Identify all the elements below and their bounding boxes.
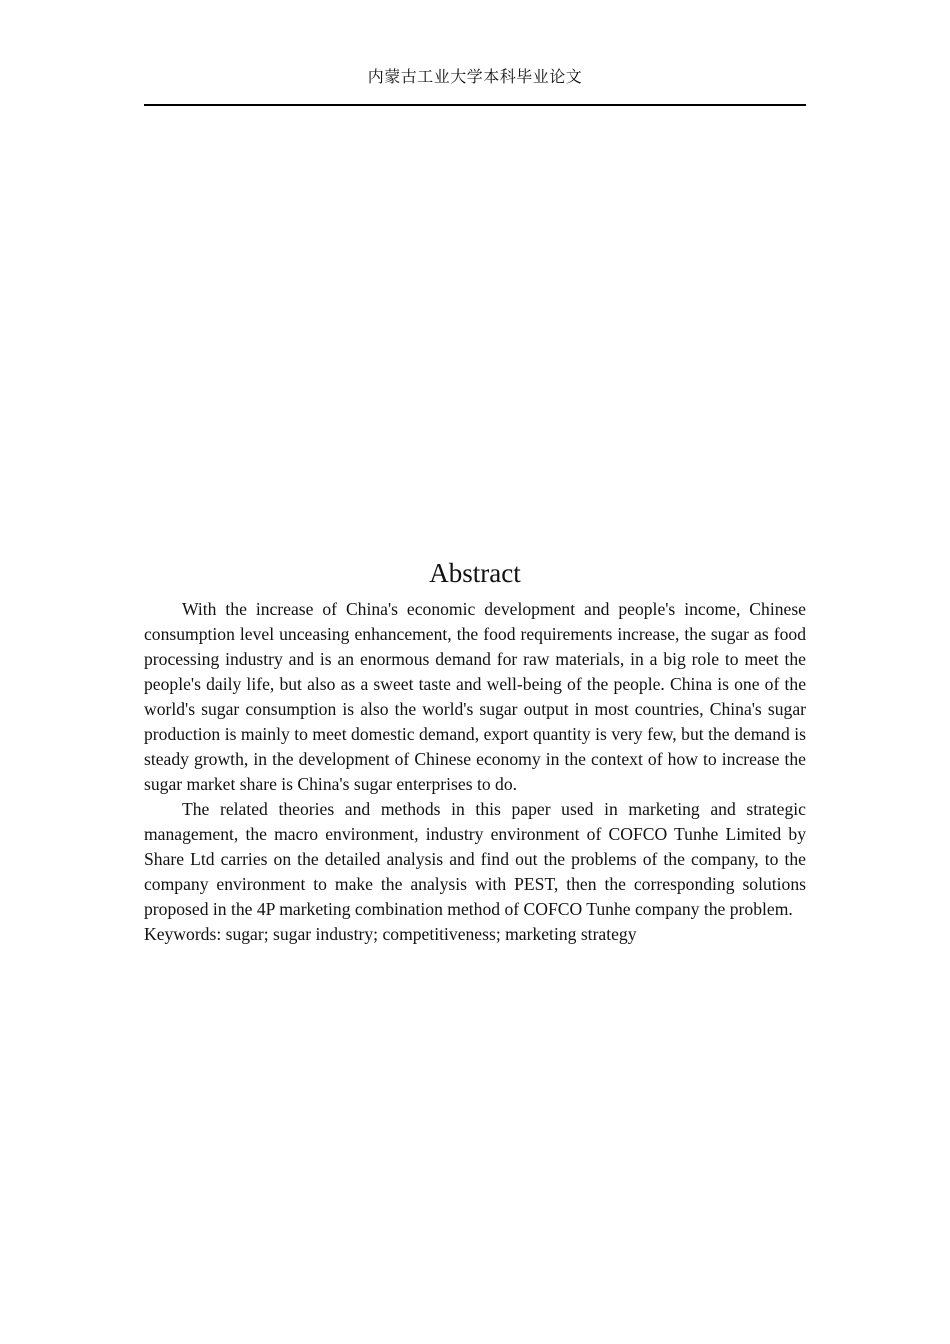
- abstract-paragraph-1: With the increase of China's economic development and people's income, Chinese consumption level unceasing enhancement, the food requirements increase, the sugar as food processing industry and is an enormous demand for raw materials, in a big role to meet the people's daily life, but also as a sweet taste and well-being of the people. China is one of the world's sugar consumption is also the world's sugar output in most countries, China's sugar production is mainly to meet domestic demand, export quantity is very few, but the demand is steady growth, in the development of Chinese economy in the context of how to increase the sugar market share is China's sugar enterprises to do.: [144, 599, 806, 794]
- abstract-section: [144, 555, 806, 947]
- keywords-line: Keywords: sugar; sugar industry; competitiveness; marketing strategy: [144, 924, 637, 944]
- header-divider: [144, 104, 806, 106]
- abstract-title: Abstract: [429, 558, 521, 588]
- abstract-paragraph-2: The related theories and methods in this paper used in marketing and strategic management, the macro environment, industry environment of COFCO Tunhe Limited by Share Ltd carries on the detailed analysis and find out the problems of the company, to the company environment to make the analysis with PEST, then the corresponding solutions proposed in the 4P marketing combination method of COFCO Tunhe company the problem.: [144, 799, 806, 919]
- page-header: 内蒙古工业大学本科毕业论文: [367, 67, 583, 86]
